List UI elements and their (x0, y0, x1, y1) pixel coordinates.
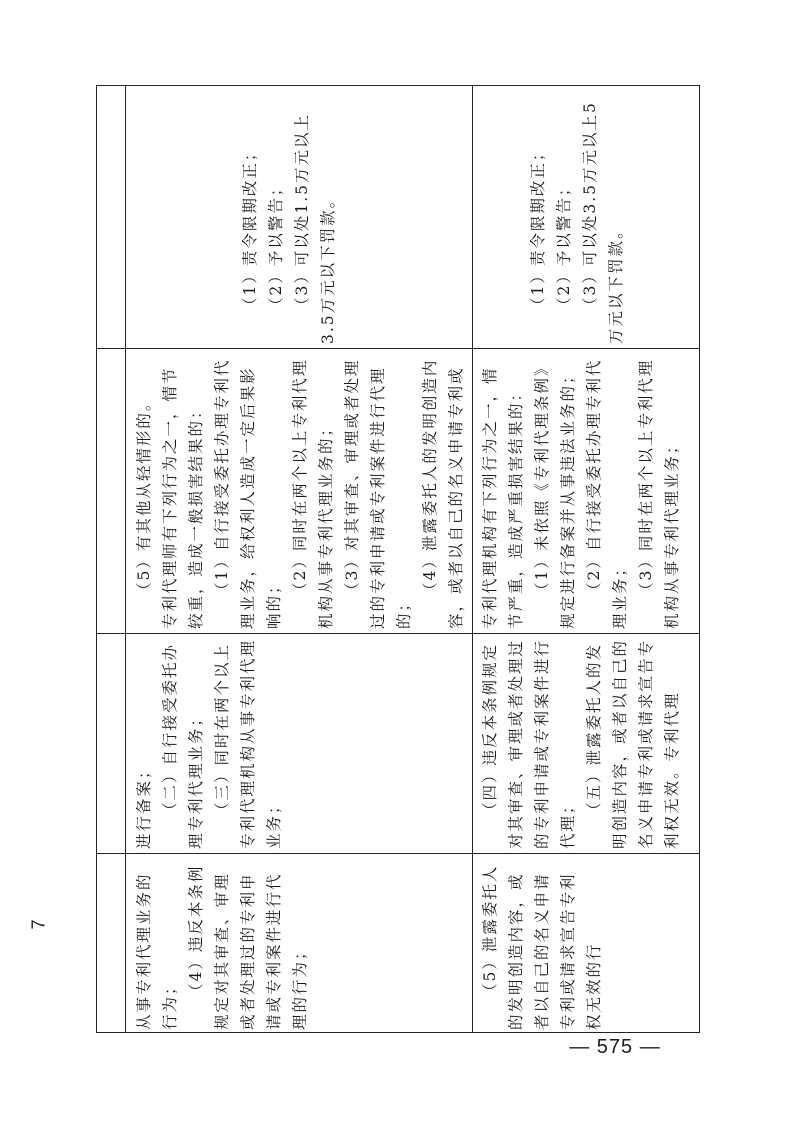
upper-behavior-text-1: 从事专利代理业务的行为； (135, 872, 179, 1030)
upper-situation-cell (127, 348, 472, 633)
upper-penalty-text-2: （2）予以警告； (267, 178, 285, 313)
upper-situation-text-3: （1）自行接受委托办理专利代理业务，给权利人造成一定后果影响的； (213, 358, 283, 629)
upper-situation-text-4: （2）同时在两个以上专利代理机构从事专利代理业务的； (291, 358, 335, 629)
lower-penalty-text-1: （1）责令限期改正； (529, 143, 547, 313)
row-number: 7 (28, 919, 49, 930)
upper-law-text-3: （三）同时在两个以上专利代理机构从事专利代理业务； (213, 638, 283, 849)
upper-behavior-cell (127, 853, 472, 1034)
upper-situation-text-6: （4）泄露委托人的发明创造内容，或者以自己的名义申请专利或 (421, 358, 465, 629)
lower-situation-text-3: （2）自行接受委托办理专利代理业务； (585, 358, 629, 629)
lower-penalty-cell (473, 86, 699, 348)
lower-situation-cell (473, 348, 699, 633)
number-col-line (125, 86, 126, 1032)
lower-penalty-text-2: （2）予以警告； (555, 178, 573, 313)
lower-law-cell (473, 633, 699, 853)
lower-situation-text-2: （1）未依照《专利代理条例》规定进行备案并从事违法业务的； (533, 358, 577, 629)
upper-situation-text-5: （3）对其审查、审理或者处理过的专利申请或专利案件进行代理的； (343, 358, 413, 629)
lower-behavior-text-1: （5）泄露委托人的发明创造内容，或者以自己的名义申请专利或请求宣告专利权无效的行 (481, 864, 603, 1030)
upper-law-cell (127, 633, 472, 853)
upper-penalty-text-3: （3）可以处1.5万元以上3.5万元以下罚款。 (293, 112, 337, 344)
lower-situation-text-4: （3）同时在两个以上专利代理机构从事专利代理业务； (637, 358, 681, 629)
lower-penalty-text-3: （3）可以处3.5万元以上5万元以下罚款。 (581, 101, 625, 344)
page-number: — 575 — (569, 1036, 661, 1058)
upper-law-text-1: 进行备案； (135, 761, 153, 849)
upper-situation-text-1: （5）有其他从轻情形的。 (135, 393, 153, 598)
lower-behavior-cell (473, 853, 699, 1034)
upper-behavior-text-2: （4）违反本条例规定对其审查、审理或者处理过的专利申请或专利案件进行代理的行为； (187, 864, 309, 1030)
lower-situation-text-1: 专利代理机构有下列行为之一，情节严重，造成严重损害结果的： (481, 366, 525, 629)
penalty-table (96, 85, 700, 1033)
upper-penalty-text-1: （1）责令限期改正； (241, 143, 259, 313)
upper-law-text-2: （二）自行接受委托办理专利代理业务； (161, 642, 205, 849)
upper-situation-text-2: 专利代理师有下列行为之一，情节较重，造成一般损害结果的： (161, 366, 205, 629)
upper-penalty-cell (127, 86, 472, 348)
lower-law-text-1: （四）违反本条例规定对其审查、审理或者处理过的专利申请或专利案件进行代理； (481, 638, 577, 849)
lower-law-text-2: （五）泄露委托人的发明创造内容，或者以自己的名义申请专利或请求宣告专利权无效。专利代理 (585, 638, 681, 849)
